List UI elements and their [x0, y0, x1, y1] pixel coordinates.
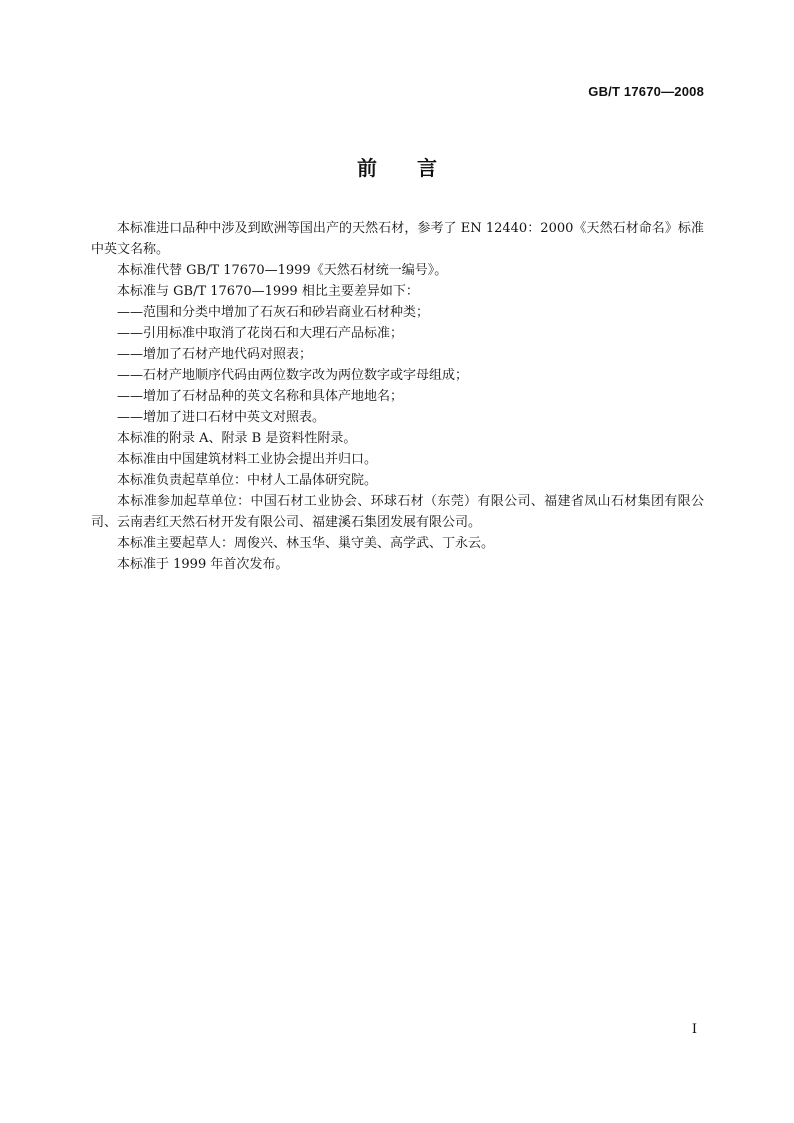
- paragraph-differences: 本标准与 GB/T 17670—1999 相比主要差异如下：: [117, 284, 419, 299]
- difference-item: ——增加了进口石材中英文对照表。: [117, 410, 326, 425]
- difference-item: ——引用标准中取消了花岗石和大理石产品标准；: [117, 326, 404, 341]
- difference-item: ——增加了石材产地代码对照表；: [117, 347, 313, 362]
- paragraph-proposer: 本标准由中国建筑材料工业协会提出并归口。: [117, 452, 378, 467]
- paragraph-replaces: 本标准代替 GB/T 17670—1999《天然石材统一编号》。: [117, 263, 448, 278]
- paragraph-drafting-unit: 本标准负责起草单位：中材人工晶体研究院。: [117, 473, 378, 488]
- preface-body: [91, 218, 704, 575]
- paragraph-first-release: 本标准于 1999 年首次发布。: [117, 557, 289, 572]
- page-number: I: [691, 1022, 697, 1037]
- difference-item: ——石材产地顺序代码由两位数字改为两位数字或字母组成；: [117, 368, 469, 383]
- page-title: 前言: [357, 156, 477, 180]
- paragraph-appendix: 本标准的附录 A、附录 B 是资料性附录。: [117, 431, 357, 446]
- paragraph-reference: 本标准进口品种中涉及到欧洲等国出产的天然石材，参考了 EN 12440：2000《天然石材命名》标准中英文名称。: [91, 221, 704, 257]
- standard-code: GB/T 17670—2008: [588, 84, 704, 99]
- difference-item: ——增加了石材品种的英文名称和具体产地地名；: [117, 389, 404, 404]
- difference-item: ——范围和分类中增加了石灰石和砂岩商业石材种类；: [117, 305, 430, 320]
- paragraph-drafters: 本标准主要起草人：周俊兴、林玉华、巢守美、高学武、丁永云。: [117, 536, 495, 551]
- paragraph-participating-units: 本标准参加起草单位：中国石材工业协会、环球石材（东莞）有限公司、福建省凤山石材集团有限公司、云南砉红天然石材开发有限公司、福建溪石集团发展有限公司。: [91, 494, 704, 530]
